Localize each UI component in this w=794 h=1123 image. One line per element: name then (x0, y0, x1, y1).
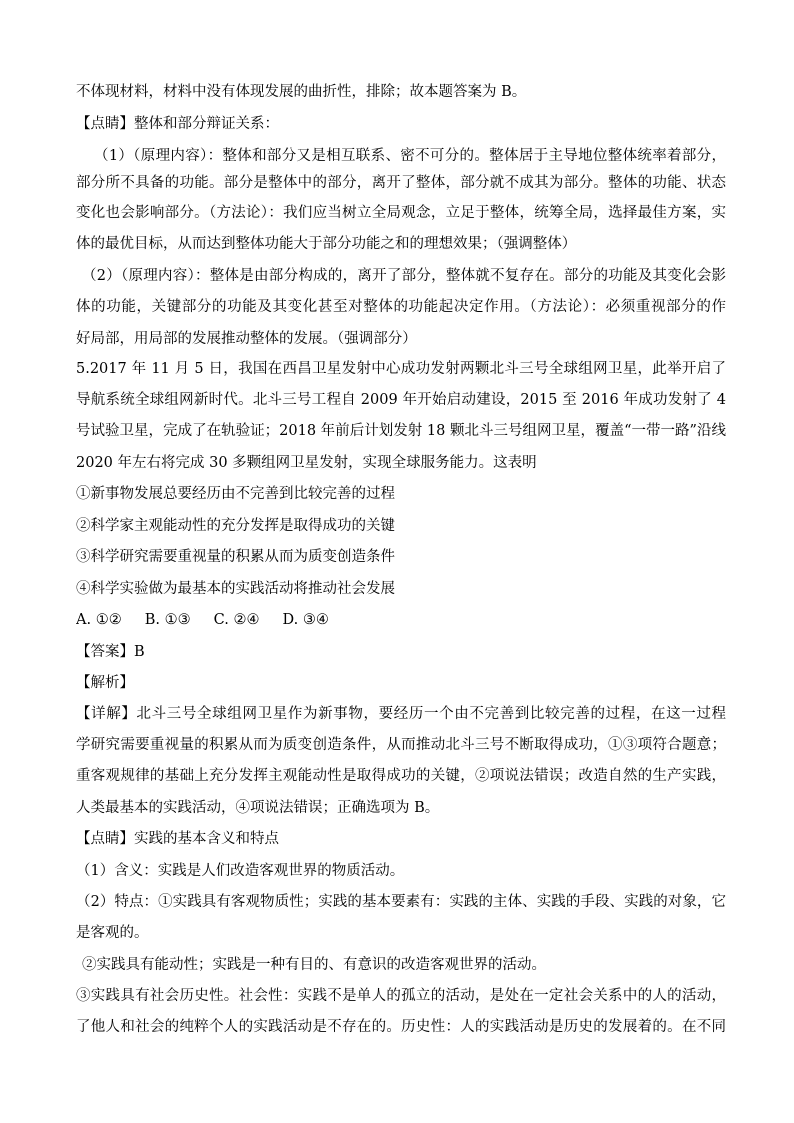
text-line: 不体现材料，材料中没有体现发展的曲折性，排除；故本题答案为 B。 (76, 84, 527, 100)
text-line: ③实践具有社会历史性。社会性：实践不是单人的孤立的活动，是处在一定社会关系中的人的活动， (76, 988, 726, 1004)
text-line: 好局部，用局部的发展推动整体的发展。（强调部分） (76, 331, 417, 347)
text-line: 2020 年左右将完成 30 多颗组网卫星发射，实现全球服务能力。这表明 (76, 455, 537, 471)
option-statement: ④科学实验做为最基本的实践活动将推动社会发展 (76, 581, 395, 597)
option-statement: ③科学研究需要重视量的积累从而为质变创造条件 (76, 549, 395, 565)
text-line: 了他人和社会的纯粹个人的实践活动是不存在的。历史性：人的实践活动是历史的发展着的。在不同 (76, 1019, 726, 1035)
text-line: （2）特点：①实践具有客观物质性；实践的基本要素有：实践的主体、实践的手段、实践的对象，它 (76, 894, 726, 910)
answer-choices: A. ①② B. ①③ C. ②④ D. ③④ (76, 612, 329, 628)
text-line: 体的功能，关键部分的功能及其变化甚至对整体的功能起决定作用。（方法论）：必须重视部分的作 (76, 299, 726, 315)
text-line: 【点睛】实践的基本含义和特点 (76, 831, 279, 847)
text-line: 号试验卫星，完成了在轨验证；2018 年前后计划发射 18 颗北斗三号组网卫星，覆盖“一带一路”沿线 (76, 423, 726, 439)
answer-line: 【答案】B (76, 644, 145, 660)
text-line: 学研究需要重视量的积累从而为质变创造条件，从而推动北斗三号不断取得成功，①③项符合题意； (76, 737, 726, 753)
text-line: 体的最优目标，从而达到整体功能大于部分功能之和的理想效果；（强调整体） (76, 236, 577, 252)
text-line: 人类最基本的实践活动，④项说法错误；正确选项为 B。 (76, 800, 440, 816)
text-line: （2）（原理内容）：整体是由部分构成的，离开了部分，整体就不复存在。部分的功能及其变化会影 (82, 268, 726, 284)
text-line: 变化也会影响部分。（方法论）：我们应当树立全局观念，立足于整体，统筹全局，选择最佳方案，实 (76, 205, 726, 221)
analysis-heading: 【解析】 (76, 675, 134, 691)
option-statement: ②科学家主观能动性的充分发挥是取得成功的关键 (76, 518, 395, 534)
text-line: （1）（原理内容）：整体和部分又是相互联系、密不可分的。整体居于主导地位整体统率着部分， (94, 148, 726, 164)
option-statement: ①新事物发展总要经历由不完善到比较完善的过程 (76, 486, 395, 502)
text-line: 【点睛】整体和部分辩证关系： (76, 116, 279, 132)
text-line: 部分所不具备的功能。部分是整体中的部分，离开了整体，部分就不成其为部分。整体的功能、状态 (76, 175, 726, 191)
text-line: 导航系统全球组网新时代。北斗三号工程自 2009 年开始启动建设，2015 至 2016 年成功发射了 4 (76, 392, 726, 408)
text-line: 重客观规律的基础上充分发挥主观能动性是取得成功的关键，②项说法错误；改造自然的生产实践， (76, 768, 726, 784)
text-line: 【详解】北斗三号全球组网卫星作为新事物，要经历一个由不完善到比较完善的过程，在这一过程 (76, 706, 726, 722)
text-line: 5.2017 年 11 月 5 日，我国在西昌卫星发射中心成功发射两颗北斗三号全球组网卫星，此举开启了 (76, 361, 726, 377)
text-line: 是客观的。 (76, 925, 149, 941)
text-line: （1）含义：实践是人们改造客观世界的物质活动。 (76, 863, 405, 879)
text-line: ②实践具有能动性；实践是一种有目的、有意识的改造客观世界的活动。 (82, 957, 546, 973)
